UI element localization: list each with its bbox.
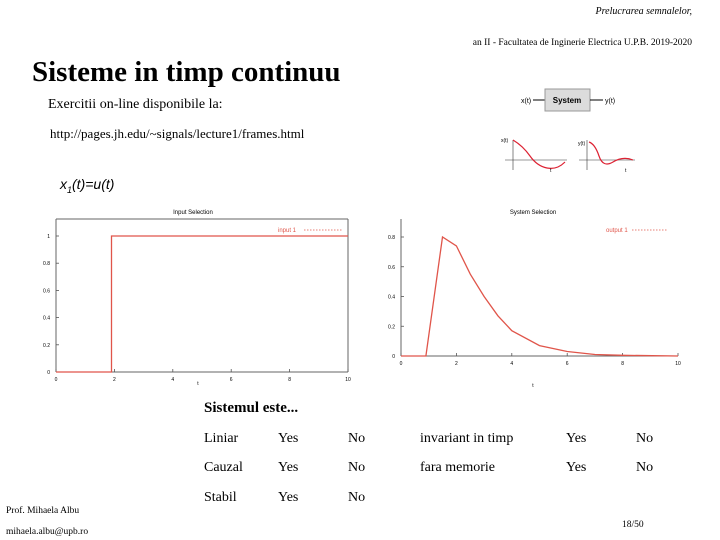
prop-stable-no[interactable]: No — [348, 490, 366, 505]
page-number: 18/50 — [622, 520, 644, 530]
output-y-tick-label: 0.2 — [388, 324, 395, 331]
output-series-line — [401, 237, 678, 356]
diagram-box-label: System — [552, 96, 582, 105]
output-y-tick-label: 0.6 — [388, 264, 395, 271]
input-y-tick-label: 1 — [47, 234, 50, 240]
output-x-tick-label: 10 — [675, 361, 681, 367]
input-chart-title: Input Selection — [173, 210, 213, 216]
prop-memoryless-yes[interactable]: Yes — [566, 460, 587, 475]
small-input-wave — [513, 140, 565, 168]
prop-time-invariant-no[interactable]: No — [636, 431, 654, 446]
faculty-line: an II - Facultatea de Inginerie Electrica U.P.B. 2019-2020 — [472, 38, 692, 48]
diagram-input-label: x(t) — [521, 98, 532, 105]
input-x-tick-label: 6 — [229, 377, 233, 383]
small-output-wave — [589, 142, 633, 164]
output-y-tick-label: 0.4 — [388, 294, 395, 301]
small-y-label: y(t) — [578, 141, 586, 147]
slide-title: Sisteme in timp continuu — [32, 56, 341, 88]
slide-subtitle: Exercitii on-line disponibile la: — [48, 97, 223, 112]
prop-stable-label: Stabil — [204, 490, 237, 505]
prop-causal-yes[interactable]: Yes — [278, 460, 299, 475]
signal-label: $x_1(t)=u(t)$ — [60, 176, 115, 195]
input-x-tick-label: 2 — [113, 377, 116, 383]
output-chart-xlabel: t — [532, 383, 534, 389]
prop-memoryless-label: fara memorie — [420, 460, 496, 475]
input-x-tick-label: 8 — [288, 377, 291, 383]
prop-linear-yes[interactable]: Yes — [278, 431, 299, 446]
small-t1-label: t — [550, 168, 552, 174]
properties-heading: Sistemul este... — [204, 400, 299, 416]
author-name: Prof. Mihaela Albu — [6, 506, 80, 516]
prop-memoryless-no[interactable]: No — [636, 460, 654, 475]
output-x-tick-label: 8 — [621, 361, 624, 367]
input-chart-marks — [43, 234, 351, 383]
prop-time-invariant-yes[interactable]: Yes — [566, 431, 587, 446]
input-x-tick-label: 4 — [171, 377, 175, 383]
input-chart-xlabel: t — [197, 381, 199, 387]
input-chart-frame — [56, 219, 348, 372]
system-diagram — [495, 76, 645, 186]
prop-linear-no[interactable]: No — [348, 431, 366, 446]
output-x-tick-label: 2 — [455, 361, 458, 367]
small-x-label: x(t) — [501, 138, 509, 144]
small-t2-label: t — [625, 168, 627, 174]
output-y-tick-label: 0.8 — [388, 235, 395, 241]
output-x-tick-label: 4 — [510, 361, 514, 367]
output-chart-title: System Selection — [509, 210, 557, 216]
input-y-tick-label: 0 — [47, 370, 50, 376]
input-y-tick-label: 0.4 — [43, 315, 50, 322]
input-y-tick-label: 0.8 — [43, 261, 50, 268]
input-y-tick-label: 0.6 — [43, 288, 50, 295]
output-x-tick-label: 0 — [399, 361, 403, 367]
prop-stable-yes[interactable]: Yes — [278, 490, 299, 505]
input-y-tick-label: 0.2 — [43, 342, 50, 349]
output-chart — [368, 204, 690, 390]
course-title: Prelucrarea semnalelor, — [595, 6, 692, 17]
input-chart-legend: input 1 — [278, 228, 297, 234]
diagram-output-label: y(t) — [605, 98, 616, 105]
output-chart-marks — [388, 235, 681, 367]
author-email: mihaela.albu@upb.ro — [6, 527, 89, 537]
output-y-tick-label: 0 — [392, 354, 395, 360]
input-x-tick-label: 0 — [54, 377, 58, 383]
prop-time-invariant-label: invariant in timp — [420, 431, 514, 446]
output-x-tick-label: 6 — [565, 361, 569, 367]
prop-causal-no[interactable]: No — [348, 460, 366, 475]
input-series-line — [56, 236, 348, 372]
output-chart-legend: output 1 — [606, 228, 628, 234]
input-chart — [28, 204, 350, 390]
exercise-url[interactable]: http://pages.jh.edu/~signals/lecture1/frames.html — [50, 126, 305, 141]
prop-linear-label: Liniar — [204, 431, 239, 446]
prop-causal-label: Cauzal — [204, 460, 243, 475]
input-x-tick-label: 10 — [345, 377, 351, 383]
